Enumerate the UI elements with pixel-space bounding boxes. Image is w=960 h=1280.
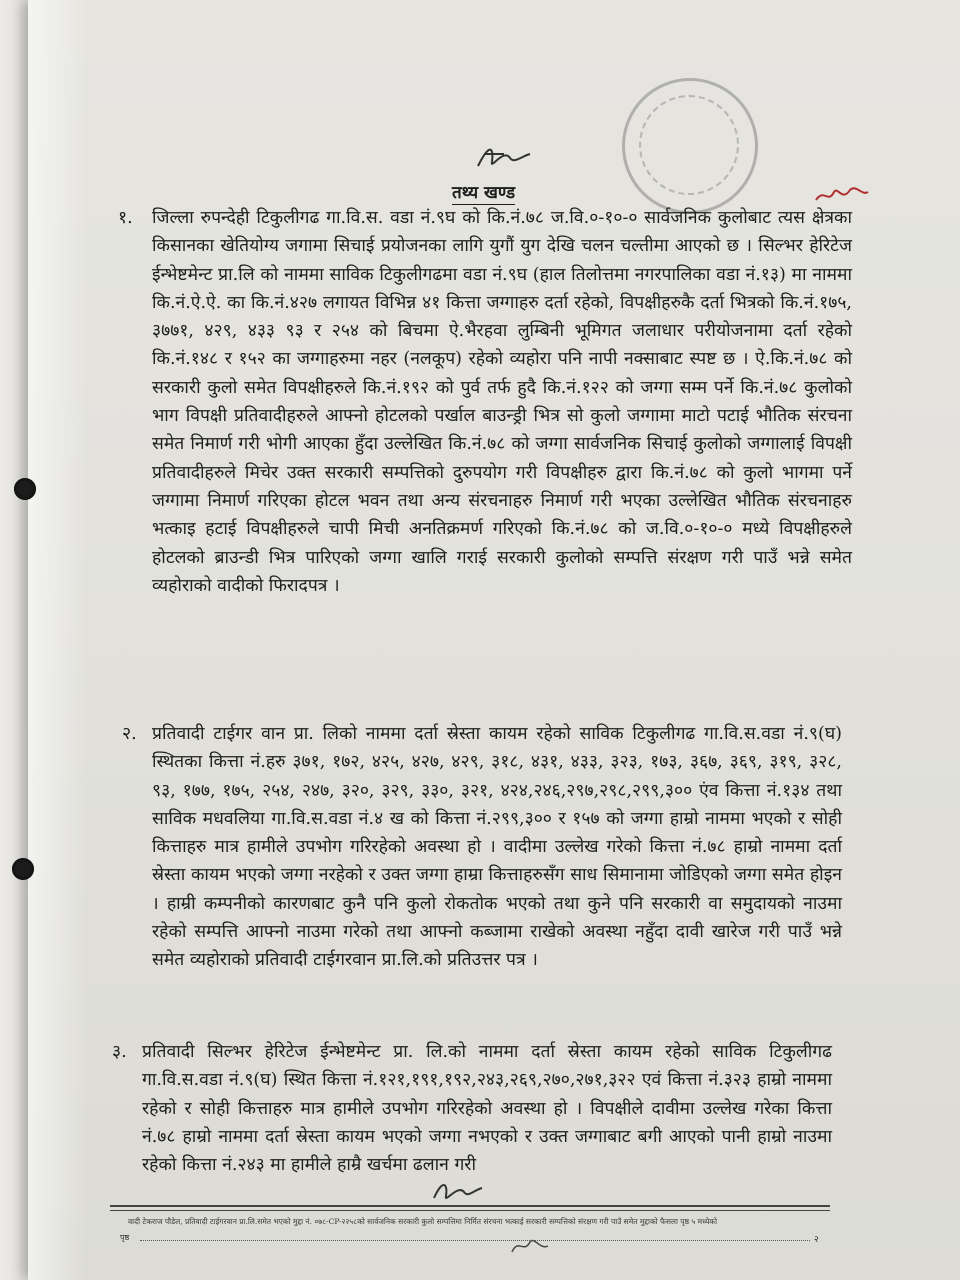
paragraph-2-text: प्रतिवादी टाईगर वान प्रा. लिको नाममा दर्ता स्रेस्ता कायम रहेको साविक टिकुलीगढ गा.वि.स.वडा नं.९(घ) स्थितका कित्ता नं.हरु ३७१, १७२, ४२५, ४२७, ४२९, ३१८, ४३१, ४३३, ३२३, १७३, ३६७, ३६९, ३१९, ३२८, ९३, १७७, १७५, २५४, २४७, ३२०, ३२९, ३३०, ३२१, ४२४,२४६,२९७,२९८,२९९,३०० एंव कित्ता नं.१३४ तथा साविक मधवलिया गा.वि.स.वडा नं.४ ख को कित्ता नं.२९९,३०० र १५७ को जग्गा हाम्रो नाममा भएको र सोही कित्ताहरु मात्र हामीले उपभोग गरिरहेको अवस्था हो । वादीमा उल्लेख गरेको कित्ता नं.७८ हाम्रो नाममा दर्ता स्रेस्ता कायम भएको जग्गा नरहेको र उक्त जग्गा हाम्रा कित्ताहरुसँग साध सिमानामा जोडिएको जग्गा समेत होइन । हाम्री कम्पनीको कारणबाट कुनै पनि कुलो रोकतोक भएको तथा कुने पनि सरकारी वा समुदायको नाउमा रहेको सम्पत्ति आफ्नो नाउमा गरेको तथा आफ्नो कब्जामा राखेको अवस्था नहुँदा दावी खारेज गरी पाउँ भन्ने समेत व्यहोराको प्रतिवादी टाईगरवान प्रा.लि.को प्रतिउत्तर पत्र । (152, 724, 842, 971)
footer-initial-mark (508, 1232, 552, 1260)
initial-signature-bottom (430, 1176, 486, 1206)
initial-signature-top (474, 140, 534, 176)
page-curl-shadow (28, 0, 88, 1280)
paragraph-number: १. (118, 208, 133, 228)
punch-hole-top (14, 478, 36, 500)
footer-rule (110, 1205, 830, 1211)
paragraph-number: २. (122, 724, 137, 744)
footer-page-label: पृष्ठ (120, 1233, 130, 1242)
office-seal-stamp (622, 78, 758, 214)
punch-hole-bottom (12, 858, 34, 880)
section-heading: तथ्य खण्ड (452, 183, 516, 203)
paragraph-3-text: प्रतिवादी सिल्भर हेरिटेज ईन्भेष्टमेन्ट प्रा. लि.को नाममा दर्ता स्रेस्ता कायम रहेको साविक टिकुलीगढ गा.वि.स.वडा नं.९(घ) स्थित कित्ता नं.१२१,१९१,१९२,२४३,२६९,२७०,२७१,३२२ एवं कित्ता नं.३२३ हाम्रो नाममा रहेको र सोही कित्ताहरु मात्र हामीले उपभोग गरिरहेको अवस्था हो । विपक्षीले दावीमा उल्लेख गरेका कित्ता नं.७८ हाम्रो नाममा दर्ता स्रेस्ता कायम भएको जग्गा नभएको र उक्त जग्गाबाट बगी आएको पानी हाम्रो नाउमा रहेको कित्ता नं.२४३ मा हामीले हाम्रै खर्चमा ढलान गरी (142, 1042, 832, 1176)
paragraph-number: ३. (112, 1042, 127, 1062)
footer-case-text: वादी टेकराज पौडेल, प्रतिवादी टाईगरवान प्रा.लि.समेत भएको मुद्दा नं. ०७८-CP-२२५८को सार्वजनिक सरकारी कुलो सम्पत्तिमा निर्मित संरचना भत्काई सरकारी सम्पत्तिको संरक्षण गरी पाउँ समेत मुद्दाको फैसला पृष्ठ ५ मध्येको (128, 1217, 718, 1226)
footer-dotted-line (140, 1240, 810, 1241)
seal-inner-ring (639, 95, 739, 195)
paragraph-1-text: जिल्ला रुपन्देही टिकुलीगढ गा.वि.स. वडा नं.९घ को कि.नं.७८ ज.वि.०-१०-० सार्वजनिक कुलोबाट त्यस क्षेत्रका किसानका खेतियोग्य जगामा सिचाई प्रयोजनका लागि युगौं युग देखि चलन चल्तीमा आएको छ । सिल्भर हेरिटेज ईन्भेष्टमेन्ट प्रा.लि को नाममा साविक टिकुलीगढमा वडा नं.९घ (हाल तिलोत्तमा नगरपालिका वडा नं.१३) मा नाममा कि.नं.ऐ.ऐ. का कि.नं.४२७ लगायत विभिन्न ४१ कित्ता जग्गाहरु दर्ता रहेको, विपक्षीहरुकै दर्ता भित्रको कि.नं.१७५, ३७७१, ४२९, ४३३ ९३ र २५४ को बिचमा ऐ.भैरहवा लुम्बिनी भूमिगत जलाधार परीयोजनामा दर्ता रहेको कि.नं.१४८ र १५२ का जग्गाहरुमा नहर (नलकूप) रहेको व्यहोरा पनि नापी नक्साबाट स्पष्ट छ । ऐ.कि.नं.७८ को सरकारी कुलो समेत विपक्षीहरुले कि.नं.१९२ को पुर्व तर्फ हुदै कि.नं.१२२ को जग्गा सम्म पर्ने कि.नं.७८ कुलोको भाग विपक्षी प्रतिवादीहरुले आफ्नो होटलको पर्खाल बाउन्ड्री भित्र सो कुलो जग्गामा माटो पटाई भौतिक संरचना समेत निमार्ण गरी भोगी आएका हुँदा उल्लेखित कि.नं.७८ को जग्गा सार्वजनिक सिचाई कुलोको जग्गालाई विपक्षी प्रतिवादीहरुले मिचेर उक्त सरकारी सम्पत्तिको दुरुपयोग गरी विपक्षीहरु द्वारा कि.नं.७८ को कुलो भागमा पर्ने जग्गामा निमार्ण गरिएका होटल भवन तथा अन्य संरचनाहरु निमार्ण गरी भएका उल्लेखित भौतिक संरचनाहरु भत्काइ हटाई विपक्षीहरुले चापी मिची अनतिक्रमर्ण गरिएको कि.नं.७८ को ज.वि.०-१०-० मध्ये विपक्षीहरुले होटलको ब्राउन्डी भित्र पारिएको जग्गा खालि गराई सरकारी कुलोको सम्पत्ति संरक्षण गरी पाउँ भन्ने समेत व्यहोराको वादीको फिरादपत्र । (152, 208, 852, 596)
footer-page-number: २ (814, 1235, 819, 1245)
